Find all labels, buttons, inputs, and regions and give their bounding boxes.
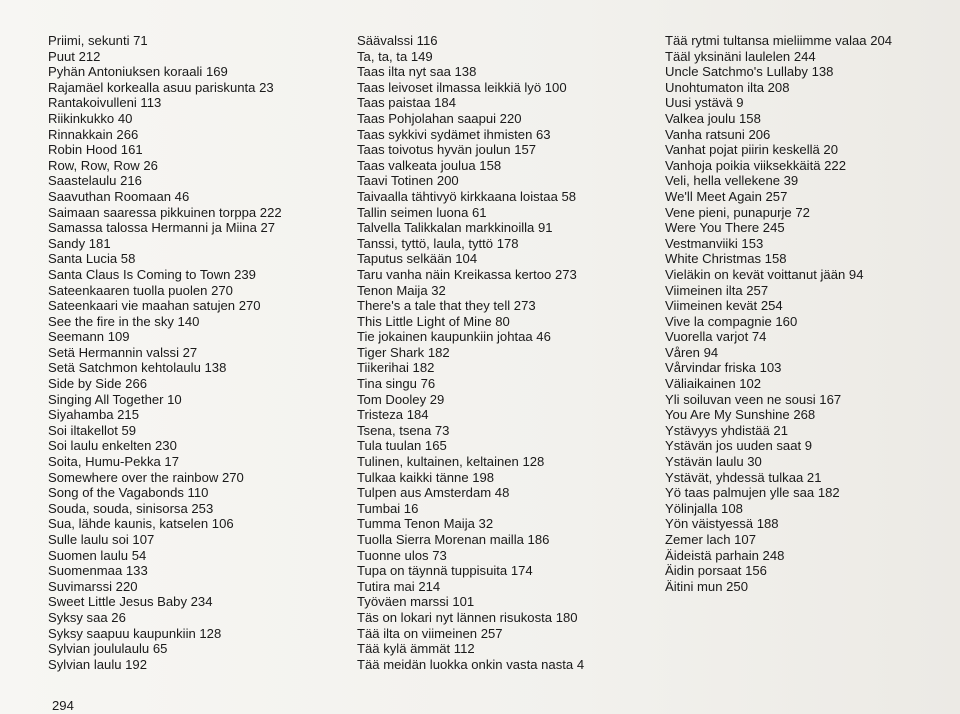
index-entry: Syksy saa 26: [48, 609, 126, 625]
index-entry: Taas toivotus hyvän joulun 157: [357, 142, 537, 158]
index-entry: Taas valkeata joulua 158: [357, 157, 502, 173]
index-entry: Tristeza 184: [357, 407, 429, 423]
index-entry: Uusi ystävä 9: [665, 95, 744, 111]
index-entry: Vestmanviiki 153: [665, 235, 764, 251]
index-entry: Yö taas palmujen ylle saa 182: [665, 485, 840, 501]
index-entry: Vanhat pojat piirin keskellä 20: [665, 142, 838, 158]
index-entry: Veli, hella vellekene 39: [665, 173, 799, 189]
index-entry: Taas leivoset ilmassa leikkiä lyö 100: [357, 79, 567, 95]
index-entry: Sandy 181: [48, 235, 111, 251]
index-entry: Suomenmaa 133: [48, 563, 148, 579]
index-entry: Ystävät, yhdessä tulkaa 21: [665, 469, 822, 485]
index-entry: Valkea joulu 158: [665, 110, 761, 126]
index-entry: This Little Light of Mine 80: [357, 313, 510, 329]
index-entry: Suomen laulu 54: [48, 547, 147, 563]
index-entry: Singing All Together 10: [48, 391, 182, 407]
index-entry: Säävalssi 116: [357, 33, 438, 48]
index-column-3: [665, 33, 892, 594]
page-number: 294: [52, 698, 74, 713]
index-entry: Unohtumaton ilta 208: [665, 79, 790, 95]
index-entry: Were You There 245: [665, 220, 785, 236]
index-entry: Sateenkaari vie maahan satujen 270: [48, 298, 261, 314]
index-entry: Vårvindar friska 103: [665, 360, 782, 376]
index-entry: Sylvian laulu 192: [48, 656, 147, 672]
index-entry: Viimeinen ilta 257: [665, 282, 769, 298]
index-entry: Ystävyys yhdistää 21: [665, 422, 788, 438]
index-entry: Sylvian joululaulu 65: [48, 641, 168, 657]
index-entry: Tiikerihai 182: [357, 360, 435, 376]
index-entry: Taas Pohjolahan saapui 220: [357, 110, 522, 126]
index-entry: Tääl yksinäni laulelen 244: [665, 48, 816, 64]
index-entry: Riikinkukko 40: [48, 110, 133, 126]
index-entry: Tulinen, kultainen, keltainen 128: [357, 454, 545, 470]
index-entry: Vanhoja poikia viiksekkäitä 222: [665, 157, 846, 173]
index-entry: Taputus selkään 104: [357, 251, 478, 267]
index-entry: Tumma Tenon Maija 32: [357, 516, 494, 532]
index-entry: Yli soiluvan veen ne sousi 167: [665, 391, 842, 407]
index-entry: Row, Row, Row 26: [48, 157, 158, 173]
index-entry: Pyhän Antoniuksen koraali 169: [48, 64, 228, 80]
index-entry: Ystävän jos uuden saat 9: [665, 438, 813, 454]
index-entry: Somewhere over the rainbow 270: [48, 469, 244, 485]
index-entry: Santa Claus Is Coming to Town 239: [48, 266, 256, 282]
index-entry: Souda, souda, sinisorsa 253: [48, 500, 214, 516]
index-entry: Seemann 109: [48, 329, 130, 345]
index-entry: Saavuthan Roomaan 46: [48, 188, 190, 204]
index-entry: Tom Dooley 29: [357, 391, 445, 407]
index-entry: Tallin seimen luona 61: [357, 204, 487, 220]
index-entry: Taas sykkivi sydämet ihmisten 63: [357, 126, 551, 142]
index-entry: Tää ilta on viimeinen 257: [357, 625, 503, 641]
index-entry: Taas ilta nyt saa 138: [357, 64, 477, 80]
index-entry: Sulle laulu soi 107: [48, 532, 155, 547]
index-entry: Yön väistyessä 188: [665, 516, 779, 532]
index-entry: Yölinjalla 108: [665, 500, 743, 516]
index-entry: Vuorella varjot 74: [665, 329, 767, 345]
index-entry: Samassa talossa Hermanni ja Miina 27: [48, 220, 276, 236]
index-entry: Tää rytmi tultansa mieliimme valaa 204: [665, 33, 893, 48]
index-entry: Tumbai 16: [357, 500, 419, 516]
index-entry: Täs on lokari nyt lännen risukosta 180: [357, 609, 578, 625]
index-entry: Äidin porsaat 156: [665, 563, 767, 579]
index-entry: Tsena, tsena 73: [357, 422, 450, 438]
index-entry: Vanha ratsuni 206: [665, 126, 771, 142]
index-entry: Zemer lach 107: [665, 532, 756, 547]
index-entry: Viimeinen kevät 254: [665, 298, 783, 314]
index-entry: Rantakoivulleni 113: [48, 95, 162, 111]
index-entry: Soita, Humu-Pekka 17: [48, 454, 180, 470]
index-entry: Äitini mun 250: [665, 578, 748, 594]
index-entry: Setä Hermannin valssi 27: [48, 344, 198, 360]
index-entry: Tina singu 76: [357, 376, 436, 392]
index-entry: Side by Side 266: [48, 376, 148, 392]
index-column-2: [357, 33, 584, 672]
index-entry: Soi laulu enkelten 230: [48, 438, 177, 454]
index-entry: Sweet Little Jesus Baby 234: [48, 594, 213, 610]
index-entry: Äideistä parhain 248: [665, 547, 785, 563]
index-entry: Tää kylä ämmät 112: [357, 641, 475, 657]
index-entry: Puut 212: [48, 48, 101, 64]
index-entry: Taavi Totinen 200: [357, 173, 459, 189]
index-entry: Syksy saapuu kaupunkiin 128: [48, 625, 222, 641]
index-entry: Vene pieni, punapurje 72: [665, 204, 810, 220]
index-entry: Tuolla Sierra Morenan mailla 186: [357, 532, 550, 547]
index-entry: Setä Satchmon kehtolaulu 138: [48, 360, 227, 376]
index-entry: Saastelaulu 216: [48, 173, 142, 189]
index-entry: Siyahamba 215: [48, 407, 139, 423]
index-entry: Sateenkaaren tuolla puolen 270: [48, 282, 233, 298]
index-entry: White Christmas 158: [665, 251, 787, 267]
index-entry: Työväen marssi 101: [357, 594, 475, 610]
index-entry: Tula tuulan 165: [357, 438, 447, 454]
index-entry: Ta, ta, ta 149: [357, 48, 433, 64]
index-entry: Vieläkin on kevät voittanut jään 94: [665, 266, 864, 282]
index-entry: Taas paistaa 184: [357, 95, 457, 111]
index-entry: Tiger Shark 182: [357, 344, 450, 360]
index-entry: Taru vanha näin Kreikassa kertoo 273: [357, 266, 577, 282]
index-entry: Robin Hood 161: [48, 142, 143, 158]
index-entry: Song of the Vagabonds 110: [48, 485, 209, 501]
index-column-1: [48, 33, 282, 672]
index-entry: Uncle Satchmo's Lullaby 138: [665, 64, 834, 80]
index-entry: Tenon Maija 32: [357, 282, 446, 298]
index-entry: Tuonne ulos 73: [357, 547, 447, 563]
index-entry: Tutira mai 214: [357, 578, 441, 594]
index-entry: Tupa on täynnä tuppisuita 174: [357, 563, 533, 579]
index-entry: Sua, lähde kaunis, katselen 106: [48, 516, 234, 532]
index-entry: Våren 94: [665, 344, 719, 360]
index-entry: Rajamäel korkealla asuu pariskunta 23: [48, 79, 274, 95]
index-entry: Talvella Talikkalan markkinoilla 91: [357, 220, 553, 236]
index-entry: Santa Lucia 58: [48, 251, 136, 267]
index-entry: Rinnakkain 266: [48, 126, 139, 142]
index-entry: Suvimarssi 220: [48, 578, 138, 594]
index-entry: Soi iltakellot 59: [48, 422, 137, 438]
index-entry: There's a tale that they tell 273: [357, 298, 536, 314]
index-entry: See the fire in the sky 140: [48, 313, 200, 329]
index-entry: Priimi, sekunti 71: [48, 33, 148, 48]
index-entry: Tanssi, tyttö, laula, tyttö 178: [357, 235, 519, 251]
index-entry: Tulkaa kaikki tänne 198: [357, 469, 495, 485]
index-entry: Vive la compagnie 160: [665, 313, 798, 329]
index-entry: Tulpen aus Amsterdam 48: [357, 485, 510, 501]
index-entry: Ystävän laulu 30: [665, 454, 762, 470]
index-entry: Tie jokainen kaupunkiin johtaa 46: [357, 329, 551, 345]
index-entry: Saimaan saaressa pikkuinen torppa 222: [48, 204, 282, 220]
index-entry: We'll Meet Again 257: [665, 188, 788, 204]
index-entry: You Are My Sunshine 268: [665, 407, 816, 423]
index-entry: Väliaikainen 102: [665, 376, 762, 392]
index-entry: Taivaalla tähtivyö kirkkaana loistaa 58: [357, 188, 577, 204]
index-entry: Tää meidän luokka onkin vasta nasta 4: [357, 656, 585, 672]
